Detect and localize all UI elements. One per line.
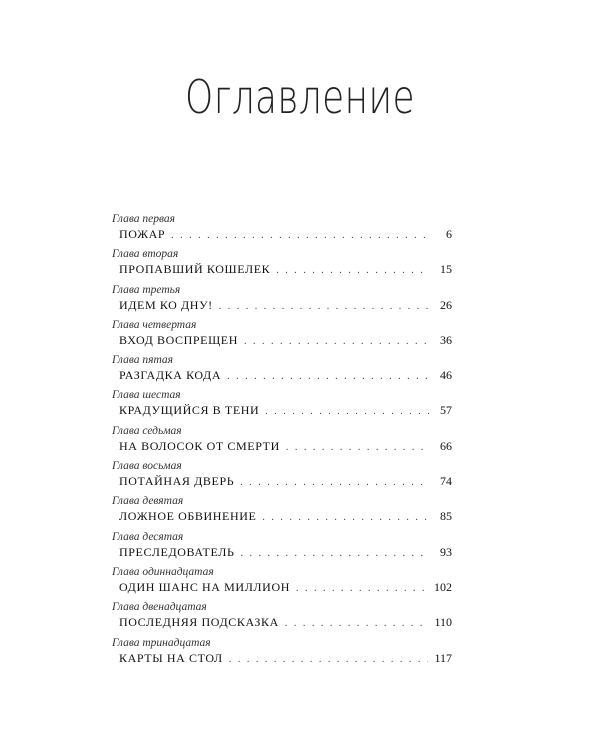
toc-entry[interactable]	[112, 600, 452, 635]
page-number: 93	[440, 544, 452, 559]
leader-dots	[265, 403, 430, 420]
chapter-title: ПОСЛЕДНЯЯ ПОДСКАЗКА	[119, 615, 279, 630]
chapter-label: Глава четвертая	[112, 318, 197, 331]
leader-dots	[286, 439, 430, 456]
chapter-label: Глава десятая	[112, 530, 184, 543]
chapter-title: ПОЖАР	[119, 227, 166, 241]
chapter-title: ИДЕМ КО ДНУ!	[119, 297, 213, 312]
chapter-label: Глава пятая	[112, 354, 174, 367]
chapter-label: Глава тринадцатая	[112, 636, 211, 649]
leader-dots	[276, 262, 430, 279]
chapter-label: Глава одиннадцатая	[112, 565, 214, 578]
chapter-title: ПРЕСЛЕДОВАТЕЛЬ	[119, 544, 235, 559]
chapter-label: Глава восьмая	[112, 460, 182, 473]
toc-entry[interactable]	[112, 636, 452, 671]
leader-dots	[244, 333, 430, 350]
page-number: 85	[440, 509, 452, 524]
toc-entry[interactable]	[112, 530, 452, 565]
toc-entry[interactable]	[112, 494, 452, 529]
toc-entry[interactable]	[112, 424, 452, 459]
chapter-label: Глава вторая	[112, 248, 179, 261]
chapter-title: ОДИН ШАНС НА МИЛЛИОН	[119, 579, 290, 594]
page-number: 110	[434, 615, 452, 630]
chapter-title: ПРОПАВШИЙ КОШЕЛЕК	[119, 262, 271, 277]
page-number: 117	[434, 650, 452, 665]
leader-dots	[240, 474, 430, 491]
leader-dots	[219, 298, 430, 315]
chapter-label: Глава девятая	[112, 495, 184, 508]
page-number: 6	[446, 227, 452, 241]
toc-entry[interactable]	[112, 212, 452, 247]
toc-entry[interactable]	[112, 353, 452, 388]
page-number: 57	[440, 403, 452, 418]
chapter-title: ПОТАЙНАЯ ДВЕРЬ	[119, 474, 235, 489]
page-number: 74	[440, 474, 452, 489]
chapter-title: НА ВОЛОСОК ОТ СМЕРТИ	[119, 438, 280, 453]
toc-entry[interactable]	[112, 388, 452, 423]
chapter-title: КАРТЫ НА СТОЛ	[119, 650, 223, 665]
page-number: 66	[440, 438, 452, 453]
chapter-label: Глава третья	[112, 283, 181, 296]
leader-dots	[262, 509, 430, 526]
chapter-label: Глава седьмая	[112, 424, 182, 437]
toc-entry[interactable]	[112, 565, 452, 600]
page-number: 46	[440, 368, 452, 383]
chapter-label: Глава двенадцатая	[112, 601, 207, 614]
chapter-title: ЛОЖНОЕ ОБВИНЕНИЕ	[119, 509, 257, 524]
leader-dots	[229, 651, 429, 668]
chapter-title: КРАДУЩИЙСЯ В ТЕНИ	[119, 403, 260, 418]
toc-entry[interactable]	[112, 459, 452, 494]
leader-dots	[285, 615, 429, 632]
page-number: 36	[440, 332, 452, 347]
leader-dots	[241, 545, 431, 562]
leader-dots	[227, 368, 430, 385]
page-title: Оглавление	[185, 70, 415, 124]
leader-dots	[171, 227, 430, 244]
toc-entry[interactable]	[112, 283, 452, 318]
chapter-label: Глава шестая	[112, 389, 181, 402]
toc-entry[interactable]	[112, 318, 452, 353]
page-number: 102	[434, 579, 452, 594]
page-number: 26	[440, 297, 452, 312]
chapter-title: ВХОД ВОСПРЕЩЕН	[119, 332, 239, 347]
leader-dots	[296, 580, 428, 597]
page-number: 15	[440, 262, 452, 277]
chapter-label: Глава первая	[112, 213, 175, 225]
table-of-contents	[112, 212, 452, 671]
chapter-title: РАЗГАДКА КОДА	[119, 368, 222, 383]
toc-entry[interactable]	[112, 247, 452, 282]
